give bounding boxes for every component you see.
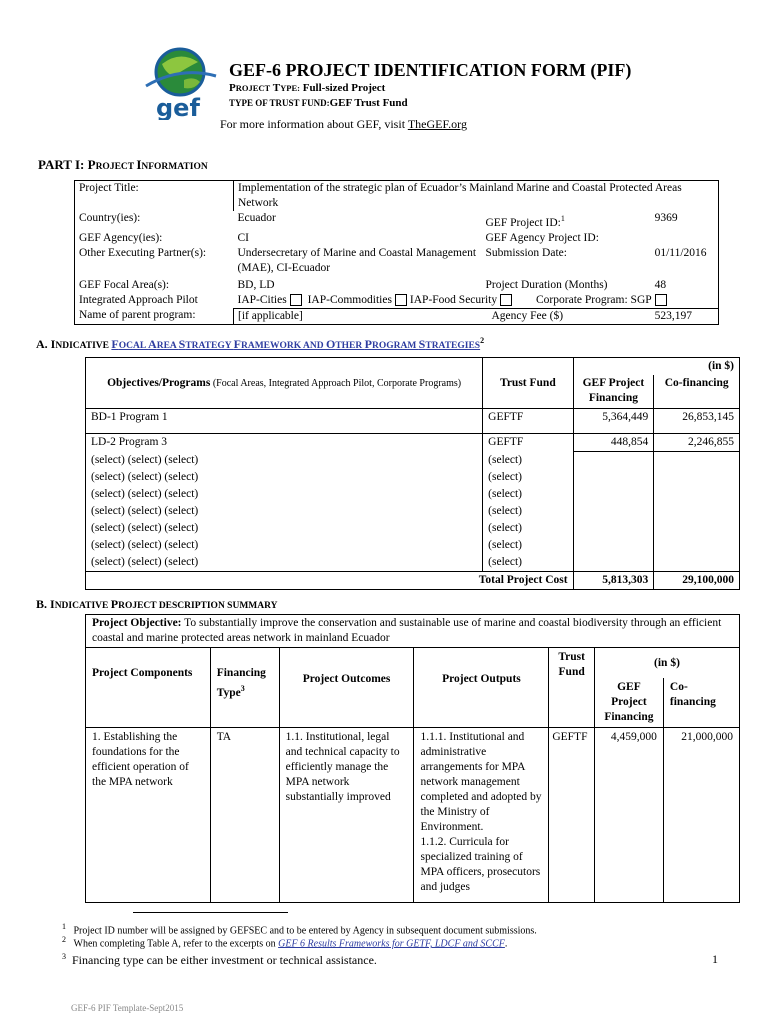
section-b-heading: B. INDICATIVE PROJECT DESCRIPTION SUMMARY [36,597,278,611]
footnote-2: $^2$ When completing Table A, refer to the excerpts on GEF 6 Results Frameworks for GETF, LDCF and SCCF. [62,935,508,950]
col-financing-type-header: Financing Type$^3$ [210,648,279,728]
footnote-3: $^3$ Financing type can be either investment or technical assistance. [62,952,377,967]
iap-commodities-checkbox[interactable] [395,294,407,306]
project-type-value: Full-sized Project [302,82,386,94]
col-components-header: Project Components [86,648,211,728]
duration-label: Project Duration (Months) [485,278,608,291]
iap-cities-checkbox[interactable] [290,294,302,306]
agency-project-id-label: GEF Agency Project ID: [485,231,599,244]
table-row-gef: 448,854 [573,434,654,452]
submission-date-value: 01/11/2016 [651,246,719,278]
gef-website-link[interactable]: TheGEF.org [407,117,467,131]
logo-text: gef [156,94,200,120]
gef-logo [140,46,218,120]
info-line: For more information about GEF, visit TheGEF.org [220,117,467,131]
trust-fund-cell: GEFTF [549,728,595,903]
col-gef-financing-header: GEF Project Financing [573,375,654,408]
table-row-fund: GEFTF [483,434,573,452]
table-row-fund[interactable]: (select) [483,469,573,486]
table-row-fund: GEFTF [483,409,573,434]
focal-area-value: BD, LD [237,278,275,291]
country-value: Ecuador [237,212,276,224]
project-description-table [85,614,740,903]
table-row-objective[interactable]: (select) (select) (select) [86,452,483,469]
trust-fund-value: GEF Trust Fund [329,97,408,109]
col-objectives-header: Objectives/Programs (Focal Areas, Integrated Approach Pilot, Corporate Programs) [86,358,483,409]
iap-options: IAP-Cities IAP-Commodities IAP-Food Security Corporate Program: SGP [234,293,719,309]
table-row-fund[interactable]: (select) [483,537,573,554]
country-label: Country(ies): [75,211,234,231]
financing-type-cell: TA [210,728,279,903]
footer-template-label: GEF-6 PIF Template-Sept2015 [71,1003,184,1013]
parent-program-label: Name of parent program: [75,308,234,324]
outputs-cell: 1.1.1. Institutional and administrative arrangements for MPA network management completed and adopted by the Ministry of Environment. 1.1.2. Curricula for specialized training of MPA officers, prosecutors and judges [414,728,549,903]
gef-project-id-label: GEF Project ID:$^1$ [485,214,565,229]
part-1-heading: PART I: PROJECT INFORMATION [38,157,208,172]
table-row-gef: 5,364,449 [573,409,654,434]
table-row-fund[interactable]: (select) [483,554,573,572]
total-gef-financing: 5,813,303 [573,571,654,589]
table-row-fund[interactable]: (select) [483,520,573,537]
footnote-1: $^1$ Project ID number will be assigned by GEFSEC and to be entered by Agency in subsequent document submissions. [62,922,537,937]
project-objective: Project Objective: To substantially improve the conservation and sustainable use of marine and coastal biodiversity through an efficient coastal and marine protected areas network in mainland Ecuador [86,615,740,648]
focal-area-label: GEF Focal Area(s): [75,278,234,293]
table-row-fund[interactable]: (select) [483,452,573,469]
col-trust-fund-header: Trust Fund [549,648,595,728]
results-framework-link[interactable]: GEF 6 Results Frameworks for GETF, LDCF and SCCF [278,938,505,950]
agency-label: GEF Agency(ies): [75,231,234,246]
total-project-cost-label: Total Project Cost [86,571,574,589]
duration-value: 48 [651,278,719,293]
table-row-cofin: 26,853,145 [654,409,740,434]
project-title-value: Implementation of the strategic plan of Ecuador’s Mainland Marine and Coastal Protected Areas Network [234,181,719,212]
agency-project-id-value [651,231,719,246]
table-row-objective[interactable]: (select) (select) (select) [86,554,483,572]
page-title: GEF-6 PROJECT IDENTIFICATION FORM (PIF) [229,60,632,80]
col-trust-fund-header: Trust Fund [483,358,573,409]
project-title-label: Project Title: [75,181,234,212]
project-info-table [74,180,719,325]
col-outcomes-header: Project Outcomes [279,648,414,728]
agency-fee-label: Agency Fee ($) [482,308,651,324]
table-row-objective: BD-1 Program 1 [86,409,483,434]
footnote-divider [133,912,288,913]
table-row-objective[interactable]: (select) (select) (select) [86,537,483,554]
submission-date-label: Submission Date: [485,246,567,259]
agency-value: CI [237,231,249,244]
trust-fund-line: TYPE OF TRUST FUND:GEF Trust Fund [229,97,408,109]
table-row-fund[interactable]: (select) [483,486,573,503]
iap-label: Integrated Approach Pilot [75,293,234,309]
table-row-fund[interactable]: (select) [483,503,573,520]
col-in-dollars-header: (in $) [573,358,739,376]
gef-financing-cell: 4,459,000 [594,728,663,903]
gef-project-id-value: 9369 [651,211,719,231]
outcome-cell: 1.1. Institutional, legal and technical capacity to efficiently manage the MPA network substantially improved [279,728,414,903]
cofinancing-cell: 21,000,000 [663,728,739,903]
partner-label: Other Executing Partner(s): [75,246,234,278]
page-number: 1 [712,952,718,966]
table-row-objective[interactable]: (select) (select) (select) [86,469,483,486]
parent-program-value[interactable]: [if applicable] [234,308,482,324]
project-type-line: PROJECT TYPE: Full-sized Project [229,82,386,94]
col-outputs-header: Project Outputs [414,648,549,728]
iap-food-security-checkbox[interactable] [500,294,512,306]
agency-fee-value: 523,197 [651,308,719,324]
table-row-objective[interactable]: (select) (select) (select) [86,486,483,503]
table-row-objective: LD-2 Program 3 [86,434,483,452]
col-in-dollars-header: (in $) [594,648,739,679]
focal-area-strategy-link[interactable]: FOCAL AREA STRATEGY FRAMEWORK AND OTHER PROGRAM STRATEGIES [111,337,481,351]
partner-value: Undersecretary of Marine and Coastal Management (MAE), CI-Ecuador [237,246,477,274]
component-cell: 1. Establishing the foundations for the efficient operation of the MPA network [86,728,211,903]
col-cofinancing-header: Co-financing [663,678,739,728]
table-row-cofin: 2,246,855 [654,434,740,452]
total-cofinancing: 29,100,000 [654,571,740,589]
corporate-sgp-checkbox[interactable] [655,294,667,306]
table-row-objective[interactable]: (select) (select) (select) [86,520,483,537]
col-gef-financing-header: GEF Project Financing [594,678,663,728]
focal-area-table [85,357,740,590]
col-cofinancing-header: Co-financing [654,375,740,408]
section-a-heading: A. INDICATIVE FOCAL AREA STRATEGY FRAMEWORK AND OTHER PROGRAM STRATEGIES$^2$ [36,336,485,351]
table-row-objective[interactable]: (select) (select) (select) [86,503,483,520]
